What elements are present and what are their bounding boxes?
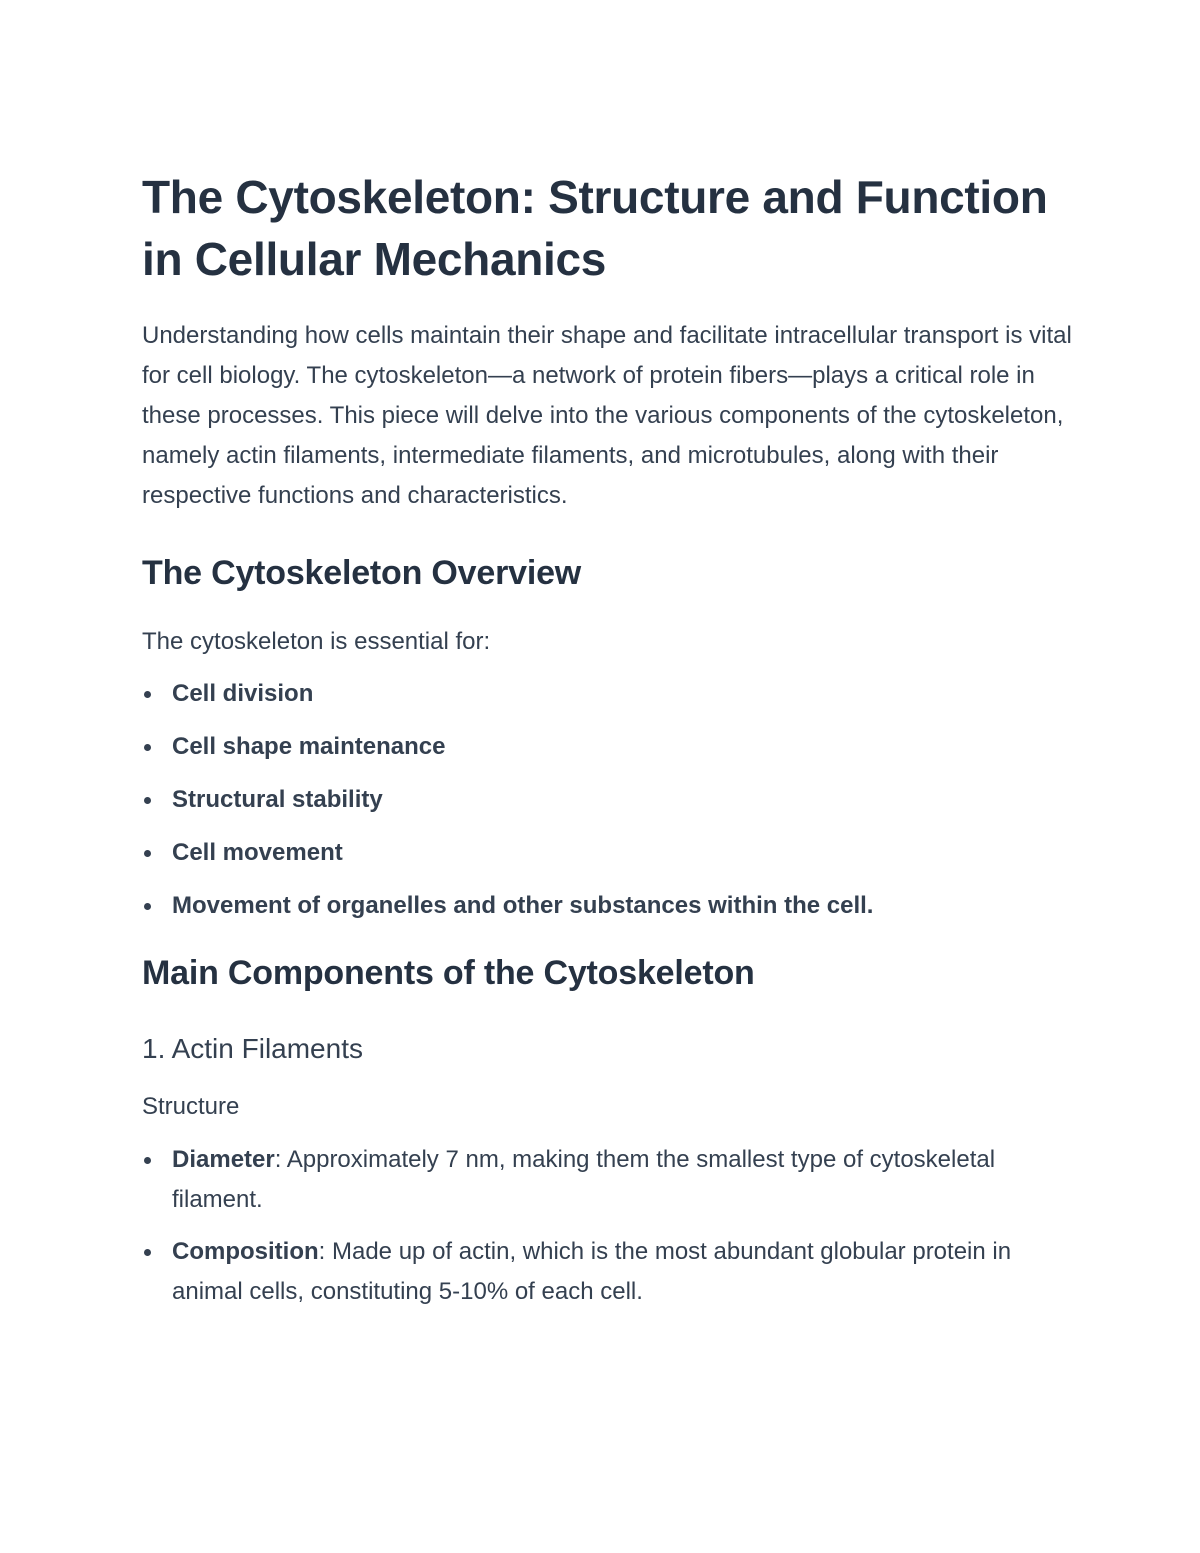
bullet-icon: [144, 691, 151, 698]
list-item: [142, 886, 1072, 926]
bullet-icon: [144, 850, 151, 857]
detail-term: Diameter: [172, 1146, 275, 1173]
list-item: [142, 780, 1072, 820]
list-item-text: Movement of organelles and other substances within the cell.: [172, 892, 874, 919]
detail-text: Approximately 7 nm, making them the smallest type of cytoskeletal filament.: [172, 1146, 996, 1213]
overview-lead: The cytoskeleton is essential for:: [142, 628, 491, 655]
bullet-icon: [144, 744, 151, 751]
detail-text: Made up of actin, which is the most abundant globular protein in animal cells, constituting 5-10% of each cell.: [172, 1238, 1012, 1305]
list-item: [142, 674, 1072, 714]
list-item: Composition: Made up of actin, which is the most abundant globular protein in animal cells, constituting 5-10% of each cell.: [142, 1232, 1072, 1312]
list-item: [142, 833, 1072, 873]
list-item: Diameter: Approximately 7 nm, making them the smallest type of cytoskeletal filament.: [142, 1140, 1072, 1220]
structure-list: [142, 1140, 1072, 1312]
essentials-list: [142, 674, 1072, 926]
intro-paragraph: Understanding how cells maintain their shape and facilitate intracellular transport is vital for cell biology. The cytoskeleton—a network of protein fibers—plays a critical role in these processes. This piece will delve into the various components of the cytoskeleton, namely actin filaments, intermediate filaments, and microtubules, along with their respective functions and characteristics.: [142, 322, 1072, 509]
document-body: [142, 166, 1072, 1324]
bullet-icon: [144, 797, 151, 804]
bullet-icon: [144, 1249, 151, 1256]
actin-heading: 1. Actin Filaments: [142, 1033, 363, 1064]
overview-heading: The Cytoskeleton Overview: [142, 554, 582, 592]
list-item-text: Structural stability: [172, 786, 383, 813]
page-title: The Cytoskeleton: Structure and Function in Cellular Mechanics: [142, 171, 1048, 285]
components-heading: Main Components of the Cytoskeleton: [142, 954, 755, 992]
list-item-text: Cell division: [172, 680, 314, 707]
structure-heading: Structure: [142, 1093, 240, 1120]
list-item-text: Cell shape maintenance: [172, 733, 446, 760]
bullet-icon: [144, 1157, 151, 1164]
bullet-icon: [144, 903, 151, 910]
list-item: [142, 727, 1072, 767]
detail-term: Composition: [172, 1238, 319, 1265]
list-item-text: Cell movement: [172, 839, 343, 866]
